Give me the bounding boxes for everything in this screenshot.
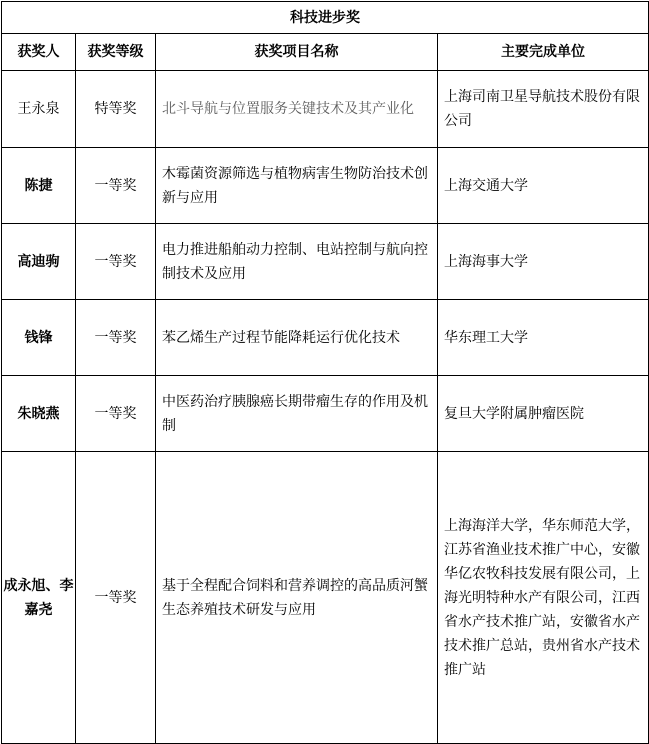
award-table xyxy=(1,1,649,744)
header-name: 获奖人 xyxy=(2,34,76,71)
winner-name: 陈捷 xyxy=(2,148,76,224)
table-row xyxy=(2,300,649,376)
award-level: 一等奖 xyxy=(76,148,156,224)
project-name: 电力推进船舶动力控制、电站控制与航向控制技术及应用 xyxy=(156,224,438,300)
award-level: 一等奖 xyxy=(76,376,156,452)
award-level: 一等奖 xyxy=(76,224,156,300)
table-row xyxy=(2,376,649,452)
table-row xyxy=(2,148,649,224)
header-level: 获奖等级 xyxy=(76,34,156,71)
project-name: 苯乙烯生产过程节能降耗运行优化技术 xyxy=(156,300,438,376)
table-row xyxy=(2,452,649,744)
completion-unit: 复旦大学附属肿瘤医院 xyxy=(438,376,649,452)
project-name: 木霉菌资源筛选与植物病害生物防治技术创新与应用 xyxy=(156,148,438,224)
completion-unit: 华东理工大学 xyxy=(438,300,649,376)
award-level: 一等奖 xyxy=(76,452,156,744)
table-row xyxy=(2,71,649,148)
table-row xyxy=(2,224,649,300)
header-row xyxy=(2,34,649,71)
winner-name: 钱锋 xyxy=(2,300,76,376)
completion-unit: 上海海洋大学，华东师范大学，江苏省渔业技术推广中心，安徽华亿农牧科技发展有限公司，上海光明特种水产有限公司，江西省水产技术推广站，安徽省水产技术推广总站，贵州省水产技术推广站 xyxy=(438,452,649,744)
completion-unit: 上海司南卫星导航技术股份有限公司 xyxy=(438,71,649,148)
award-level: 一等奖 xyxy=(76,300,156,376)
winner-name: 王永泉 xyxy=(2,71,76,148)
header-project: 获奖项目名称 xyxy=(156,34,438,71)
completion-unit: 上海交通大学 xyxy=(438,148,649,224)
award-level: 特等奖 xyxy=(76,71,156,148)
header-unit: 主要完成单位 xyxy=(438,34,649,71)
completion-unit: 上海海事大学 xyxy=(438,224,649,300)
winner-name: 高迪驹 xyxy=(2,224,76,300)
winner-name: 朱晓燕 xyxy=(2,376,76,452)
project-name: 北斗导航与位置服务关键技术及其产业化 xyxy=(156,71,438,148)
winner-name: 成永旭、李嘉尧 xyxy=(2,452,76,744)
project-name: 基于全程配合饲料和营养调控的高品质河蟹生态养殖技术研发与应用 xyxy=(156,452,438,744)
project-name: 中医药治疗胰腺癌长期带瘤生存的作用及机制 xyxy=(156,376,438,452)
table-title: 科技进步奖 xyxy=(2,2,649,34)
title-row xyxy=(2,2,649,34)
